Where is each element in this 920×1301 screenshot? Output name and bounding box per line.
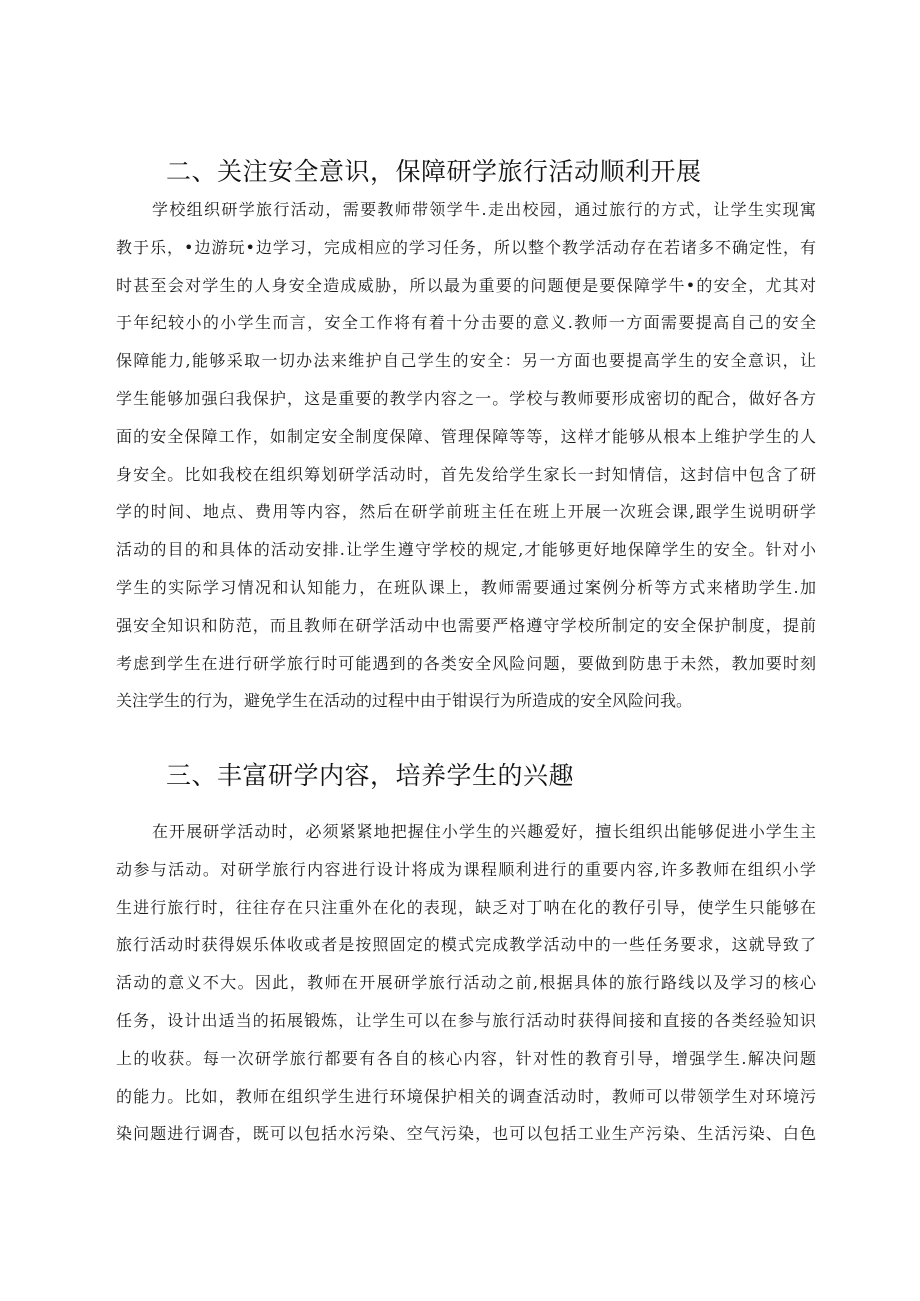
- text-line: 的能力。比如，教师在组织学生进行环境保护相关的调查活动时，教师可以带领学生对环境污: [116, 1086, 816, 1106]
- text-line: 染问题进行调杳，既可以包括水污染、空气污染，也可以包括工业生产污染、生活污染、白色: [116, 1124, 816, 1144]
- text-line: 学的时间、地点、费用等内容，然后在研学前班主任在班上开展一次班会课,跟学生说明研学: [116, 502, 816, 522]
- text-line: 学生的实际学习情况和认知能力，在班队课上，教师需要通过案例分析等方式来楮助学生.加: [116, 577, 816, 597]
- text-line: 强安全知识和防范，而且教师在研学活动中也需要严格遵守学校所制定的安全保护制度，提前: [116, 615, 816, 635]
- text-line: 在开展研学活动时，必须紧紧地把握住小学生的兴趣爱好，擅长组织出能够促进小学生主: [152, 822, 816, 841]
- section-heading-safety: 二、关注安全意识，保障研学旅行活动顺利开展: [166, 157, 702, 186]
- text-line: 保障能力,能够采取一切办法来维护自己学生的安全：另一方面也要提高学生的安全意识，让: [116, 351, 816, 371]
- text-line: 学校组织研学旅行活动，需要教师带领学牛.走出校园，通过旅行的方式，让学生实现寓: [152, 200, 816, 219]
- text-line: 活动的意义不大。因此，教师在开展研学旅行活动之前,根据具体的旅行路线以及学习的核心: [116, 973, 816, 993]
- text-line: 教于乐，•边游玩•边学习，完成相应的学习任务，所以整个教学活动存在若诸多不确定性，有: [116, 237, 816, 257]
- paragraph-content: [116, 813, 816, 1153]
- text-line: 于年纪较小的小学生而言，安全工作将有着十分击要的意义.教师一方面需要提高自己的安全: [116, 313, 816, 333]
- text-line: 动参与活动。对研学旅行内容进行设计将成为课程顺利进行的重要内容,许多教师在组织小学: [116, 859, 816, 879]
- text-line: 活动的目的和具体的活动安排.让学生遵守学校的规定,才能够更好地保障学生的安全。针对小: [116, 540, 816, 560]
- text-line: 身安全。比如我校在组织筹划研学活动时，首先发给学生家长一封知情信，这封信中包含了研: [116, 464, 816, 484]
- text-line: 任务，设计出适当的拓展锻炼，让学生可以在参与旅行活动时获得间接和直接的各类经验知识: [116, 1010, 816, 1030]
- text-line: 生进行旅行时，往往存在只注重外在化的表现，缺乏对丁呐在化的教仔引导，使学生只能够在: [116, 897, 816, 917]
- text-line: 关注学生的行为，避免学生在活动的过程中由于钳误行为所造成的安全风险问我。: [116, 691, 693, 711]
- section-heading-content: 三、丰富研学内容，培养学生的兴趣: [166, 761, 575, 790]
- paragraph-safety: [116, 191, 816, 720]
- text-line: 学生能够加强臼我保护，这是重要的教学内容之一。学校与教师要形成密切的配合，做好各方: [116, 388, 816, 408]
- text-line: 上的收获。每一次研学旅行都要有各自的核心内容，针对性的教育引导，增强学生.解决问题: [116, 1048, 816, 1068]
- text-line: 旅行活动时获得娱乐体收或者是按照固定的模式完成教学活动中的一些任务要求，这就导致了: [116, 935, 816, 955]
- text-line: 面的安全保障工作，如制定安全制度保障、管理保障等等，这样才能够从根本上维护学生的人: [116, 426, 816, 446]
- text-line: 考虑到学生在进行研学旅行时可能遇到的各类安全风险问题，要做到防患于未然，教加要时刻: [116, 653, 816, 673]
- text-line: 时甚至会对学生的人身安全造成威胁，所以最为重要的问题便是要保障学牛•的安全，尤其对: [116, 275, 816, 295]
